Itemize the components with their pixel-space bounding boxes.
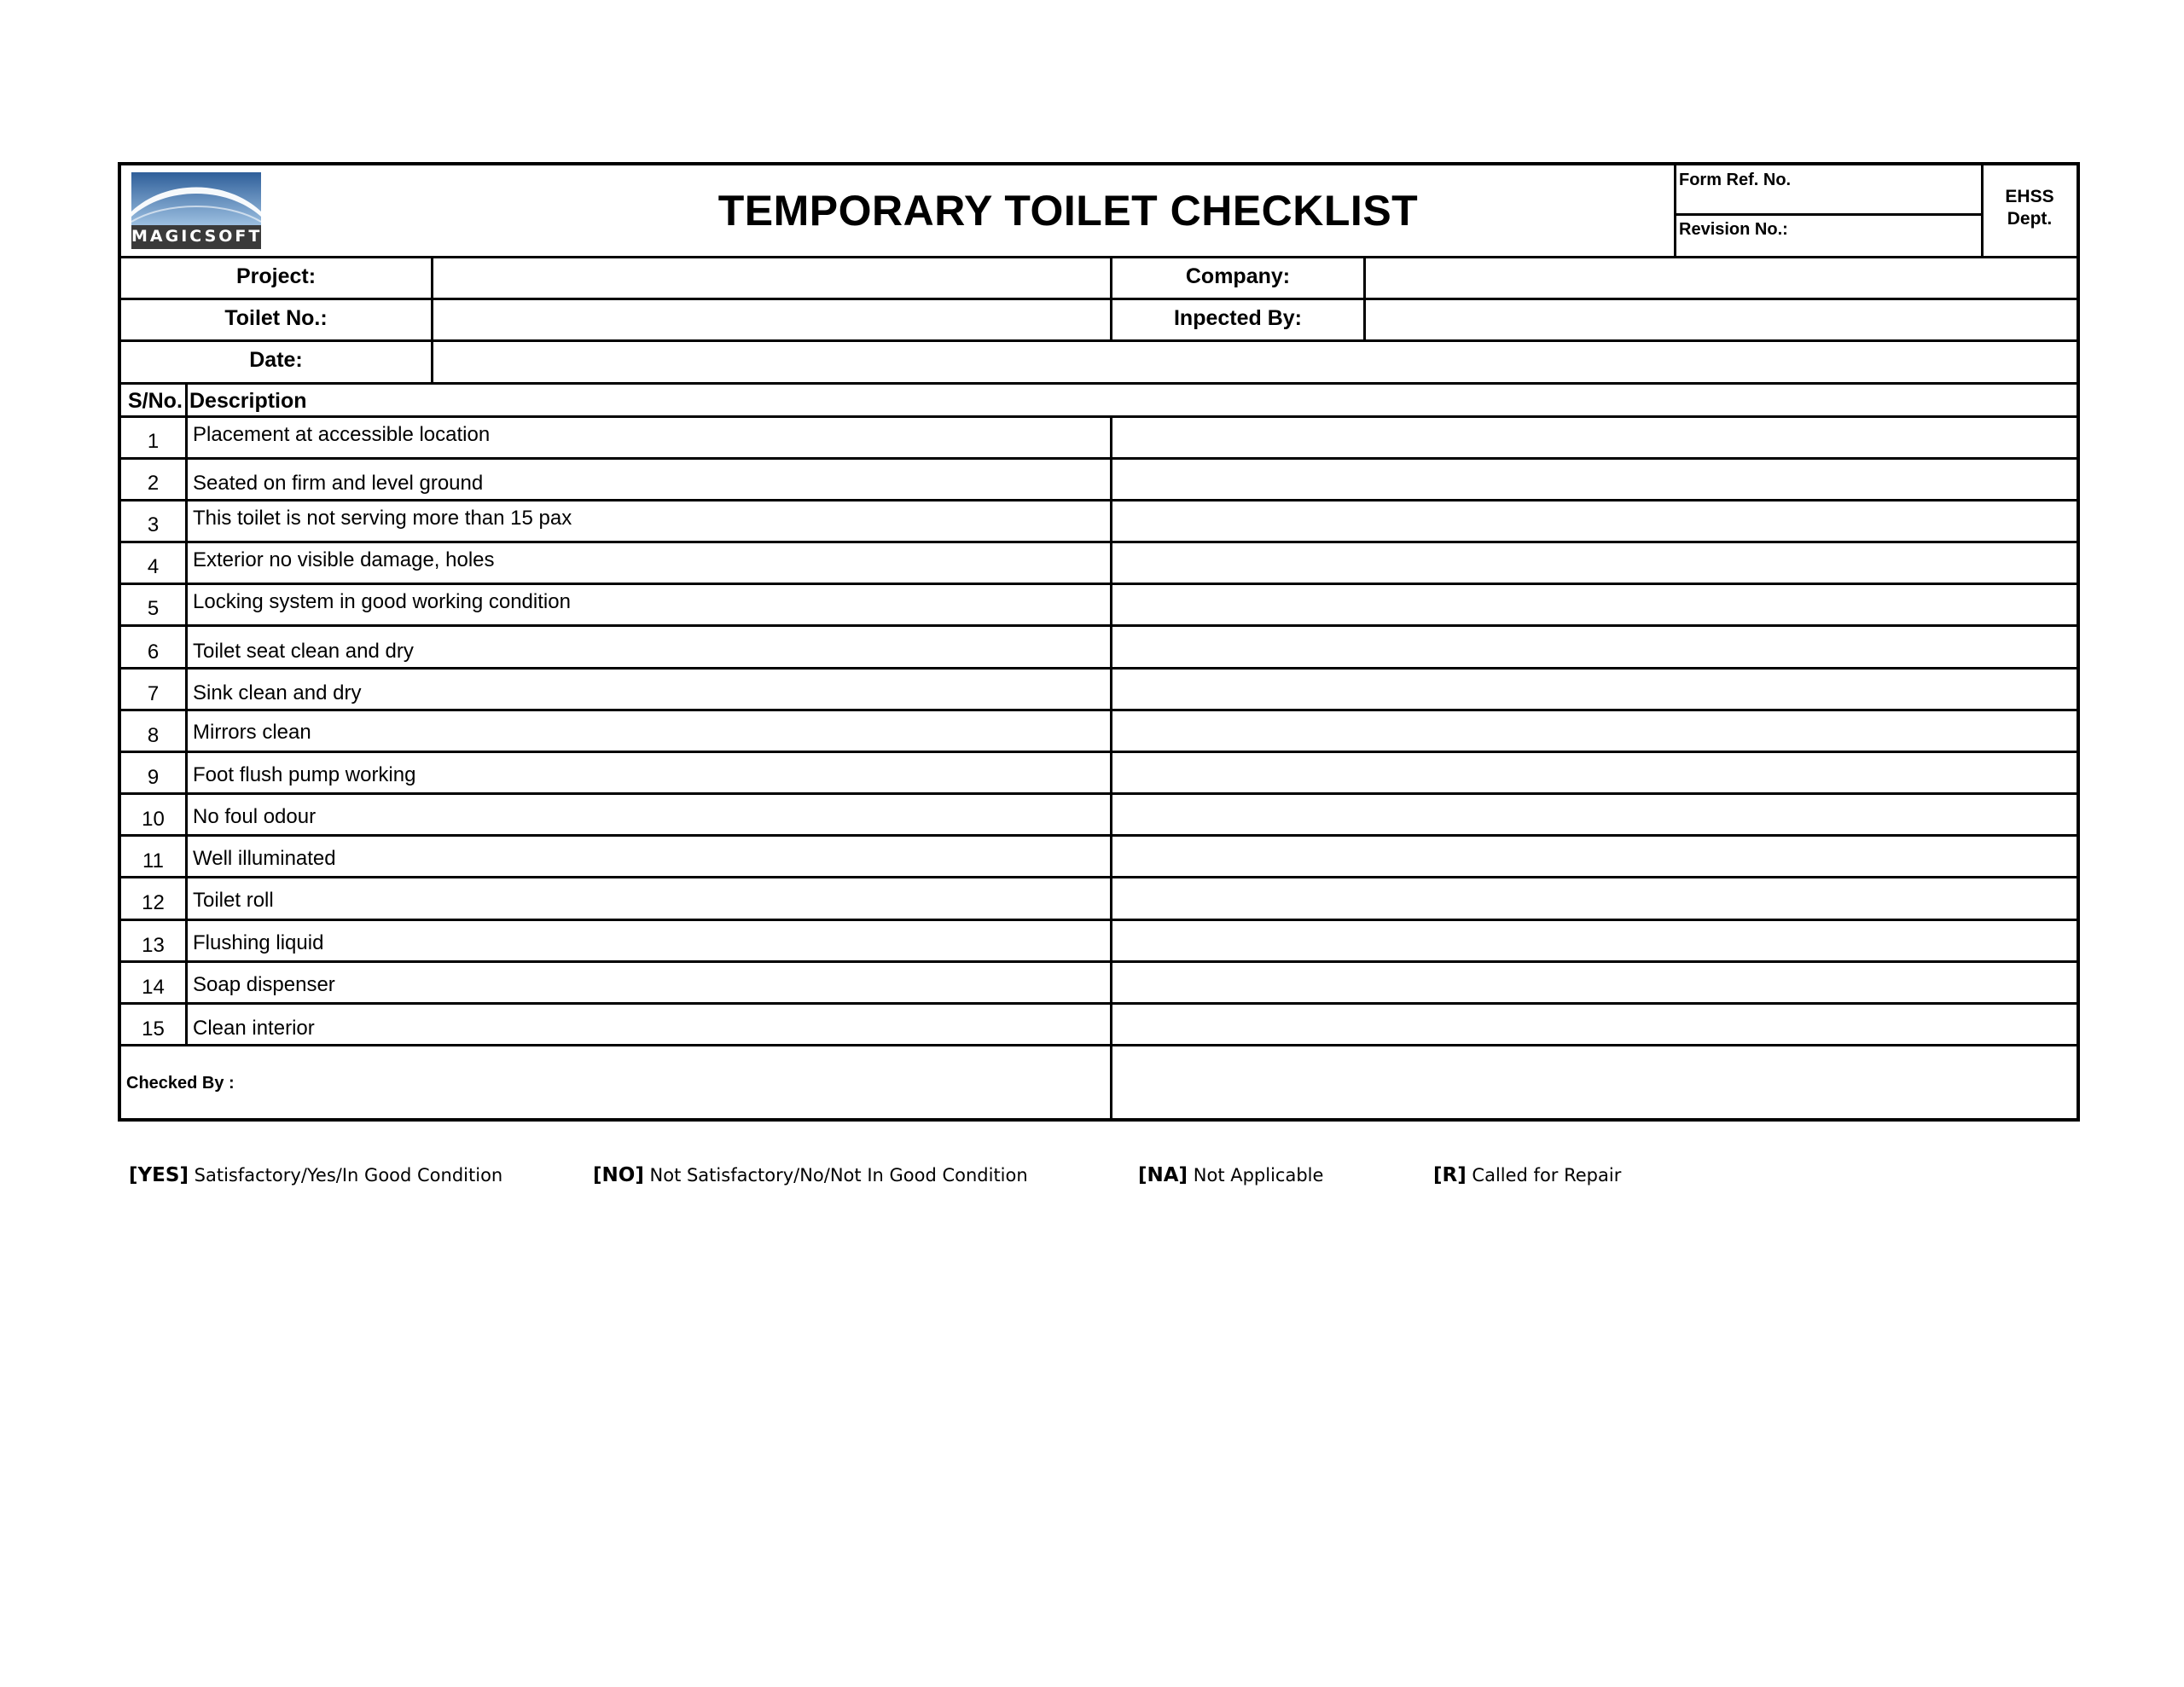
row-number: 7 xyxy=(147,682,160,705)
legend-na-text: Not Applicable xyxy=(1193,1165,1324,1186)
row-number: 8 xyxy=(147,724,160,747)
project-field[interactable] xyxy=(433,258,1107,296)
description-header: Description xyxy=(189,389,307,413)
legend-no-text: Not Satisfactory/No/Not In Good Condition xyxy=(649,1165,1028,1186)
row-status-cell[interactable] xyxy=(1112,501,2078,539)
row-number: 13 xyxy=(142,934,165,957)
row-description: Foot flush pump working xyxy=(193,763,416,786)
row-description: Seated on firm and level ground xyxy=(193,472,484,495)
sno-header: S/No. xyxy=(128,389,183,413)
row-status-cell[interactable] xyxy=(1112,543,2078,581)
legend-yes-code: [YES] xyxy=(129,1164,189,1186)
row-number: 15 xyxy=(142,1017,165,1041)
row-description: Locking system in good working condition xyxy=(193,590,571,613)
inspected-by-field[interactable] xyxy=(1366,300,2078,338)
toilet-no-label: Toilet No.: xyxy=(224,306,328,330)
checked-by-label: Checked By : xyxy=(126,1074,235,1093)
dept-line-2: Dept. xyxy=(2007,209,2053,229)
row-number: 2 xyxy=(147,472,160,495)
company-field[interactable] xyxy=(1366,258,2078,296)
inspected-by-label: Inpected By: xyxy=(1173,306,1303,330)
revision-label: Revision No.: xyxy=(1679,220,1788,239)
form-title: TEMPORARY TOILET CHECKLIST xyxy=(717,187,1419,235)
checklist-form xyxy=(118,162,2080,1122)
form-ref-label: Form Ref. No. xyxy=(1679,171,1792,189)
row-number: 12 xyxy=(142,891,165,914)
row-description: Toilet seat clean and dry xyxy=(193,640,414,663)
logo-text: MAGICSOFT xyxy=(131,227,263,246)
row-status-cell[interactable] xyxy=(1112,418,2078,455)
project-label: Project: xyxy=(235,264,317,288)
row-number: 3 xyxy=(147,513,160,536)
row-number: 9 xyxy=(147,766,160,789)
row-status-cell[interactable] xyxy=(1112,627,2078,665)
company-label: Company: xyxy=(1185,264,1291,288)
row-number: 14 xyxy=(142,976,165,999)
row-number: 10 xyxy=(142,808,165,831)
row-number: 4 xyxy=(147,555,160,578)
row-description: Clean interior xyxy=(193,1017,315,1040)
magicsoft-logo xyxy=(131,172,261,249)
row-status-cell[interactable] xyxy=(1112,921,2078,959)
dept-line-1: EHSS xyxy=(2005,187,2054,206)
legend-r-text: Called for Repair xyxy=(1472,1165,1622,1186)
row-description: Toilet roll xyxy=(193,889,274,912)
checked-by-signature-cell[interactable] xyxy=(1112,1046,2078,1120)
row-status-cell[interactable] xyxy=(1112,1005,2078,1042)
row-number: 6 xyxy=(147,641,160,664)
legend-na xyxy=(1138,1164,1323,1186)
legend-yes xyxy=(129,1164,502,1186)
dept-label xyxy=(1979,186,2080,230)
row-description: Mirrors clean xyxy=(193,721,311,744)
row-status-cell[interactable] xyxy=(1112,753,2078,791)
row-description: No foul odour xyxy=(193,805,317,828)
row-number: 11 xyxy=(142,849,164,872)
legend-yes-text: Satisfactory/Yes/In Good Condition xyxy=(194,1165,503,1186)
row-status-cell[interactable] xyxy=(1112,670,2078,707)
row-status-cell[interactable] xyxy=(1112,711,2078,749)
row-status-cell[interactable] xyxy=(1112,837,2078,874)
row-status-cell[interactable] xyxy=(1112,795,2078,832)
divider xyxy=(1674,213,1981,216)
row-status-cell[interactable] xyxy=(1112,878,2078,917)
legend-na-code: [NA] xyxy=(1138,1164,1188,1186)
legend-repair xyxy=(1433,1164,1621,1186)
row-status-cell[interactable] xyxy=(1112,963,2078,1000)
row-number: 1 xyxy=(147,430,160,453)
row-description: Well illuminated xyxy=(193,847,336,870)
legend-r-code: [R] xyxy=(1433,1164,1467,1186)
date-field[interactable] xyxy=(433,342,2078,380)
row-status-cell[interactable] xyxy=(1112,460,2078,497)
row-description: Flushing liquid xyxy=(193,931,324,954)
date-label: Date: xyxy=(249,348,303,372)
row-description: Exterior no visible damage, holes xyxy=(193,548,495,571)
row-description: This toilet is not serving more than 15 pax xyxy=(193,507,572,530)
row-status-cell[interactable] xyxy=(1112,585,2078,623)
row-description: Placement at accessible location xyxy=(193,423,491,446)
divider xyxy=(185,382,188,1044)
divider xyxy=(1674,165,1676,256)
row-number: 5 xyxy=(147,597,160,620)
row-description: Soap dispenser xyxy=(193,973,335,996)
legend-no-code: [NO] xyxy=(593,1164,644,1186)
row-description: Sink clean and dry xyxy=(193,681,362,704)
legend-no xyxy=(593,1164,1028,1186)
toilet-no-field[interactable] xyxy=(433,300,1107,338)
divider xyxy=(121,382,2077,385)
